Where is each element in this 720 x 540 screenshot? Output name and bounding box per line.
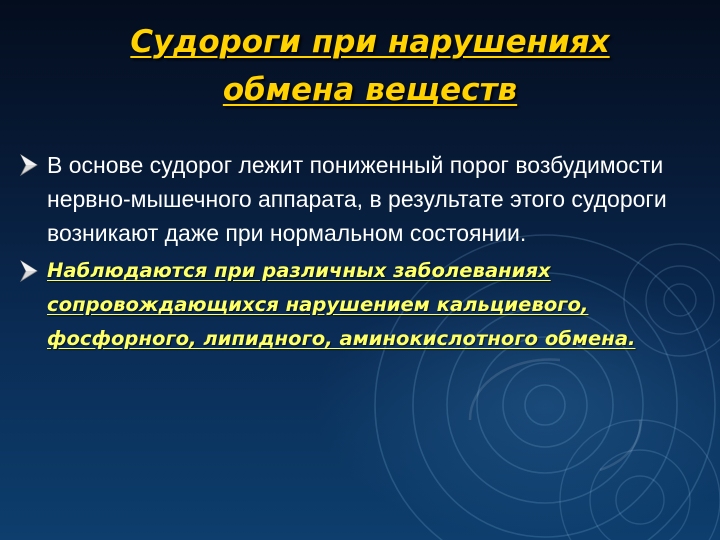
bullet-list xyxy=(20,148,690,356)
arrow-bullet-icon xyxy=(20,154,38,176)
bullet-text: Наблюдаются при различных заболеваниях сопровождающихся нарушением кальциевого, фосфорного, липидного, аминокислотного обмена. xyxy=(47,259,636,350)
bullet-item-diseases xyxy=(20,254,690,356)
arrow-bullet-icon xyxy=(20,260,38,282)
title-line-1: Судороги при нарушениях xyxy=(130,24,610,60)
bullet-item-threshold xyxy=(20,148,690,250)
bullet-text: В основе судорог лежит пониженный порог возбудимости нервно-мышечного аппарата, в результате этого судороги возникают даже при нормальном состоянии. xyxy=(47,152,667,246)
title-line-2: обмена веществ xyxy=(222,72,518,108)
slide-title xyxy=(60,18,680,114)
